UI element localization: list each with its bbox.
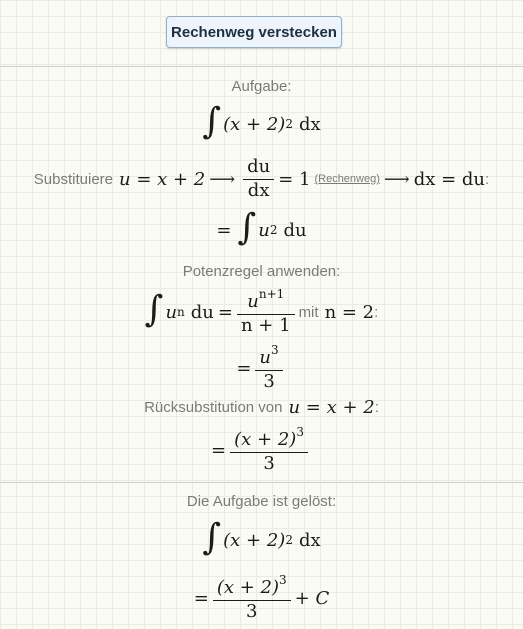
- power-rule-var: u: [165, 301, 178, 323]
- power-result: [0, 344, 523, 392]
- arrow-2: ⟶: [383, 168, 410, 190]
- substitution-line: [0, 156, 523, 202]
- substitution-u-def: u = x + 2: [119, 168, 206, 190]
- back-sub-u-def: u = x + 2: [288, 396, 375, 418]
- solved-plus-c: + C: [294, 587, 330, 609]
- solved-eq: =: [193, 587, 209, 609]
- power-rule-numerator: $u^{n+1}$: [247, 287, 285, 312]
- equals-one: = 1: [278, 168, 311, 190]
- task-integral: [0, 101, 523, 144]
- substituted-du: du: [283, 219, 307, 241]
- integral-sign: ∫: [202, 101, 222, 142]
- back-sub-fraction: [230, 425, 308, 475]
- substituted-exp: 2: [269, 223, 278, 237]
- back-sub-numerator: $(x + 2)^3$: [234, 425, 304, 450]
- solved-numerator: $(x + 2)^3$: [216, 573, 287, 598]
- power-rule-mit: mit: [298, 303, 319, 321]
- back-sub-colon: :: [374, 398, 379, 416]
- task-dx: dx: [298, 113, 321, 135]
- back-sub-title: Rücksubstitution von: [144, 398, 283, 416]
- substituted-var: u: [258, 219, 270, 241]
- substitution-text: Substituiere: [33, 170, 114, 188]
- du-dx-fraction: [243, 156, 274, 202]
- dx-equals-du: dx = du: [413, 168, 486, 190]
- dx-denominator: dx: [247, 179, 270, 201]
- back-sub-eq: =: [211, 439, 227, 461]
- substituted-integral: [0, 207, 523, 250]
- power-rule-colon: :: [374, 303, 379, 321]
- power-rule-title: Potenzregel anwenden:: [182, 262, 341, 280]
- power-rule-n-eq: n = 2: [324, 301, 375, 323]
- back-sub-title-line: [0, 396, 523, 418]
- back-sub-denominator: 3: [263, 452, 275, 474]
- power-result-fraction: [255, 343, 282, 393]
- arrow-1: ⟶: [209, 168, 236, 190]
- solved-denominator: 3: [246, 600, 258, 622]
- power-rule-du: du: [190, 301, 214, 323]
- task-integrand: (x + 2): [223, 113, 286, 135]
- divider-top: [0, 66, 523, 67]
- substitution-colon: :: [485, 170, 490, 188]
- solved-dx: dx: [298, 529, 321, 551]
- solved-exponent: 2: [285, 533, 293, 547]
- power-rule-exp: n: [177, 305, 185, 319]
- solved-result: [0, 572, 523, 624]
- task-exponent: 2: [285, 117, 293, 131]
- power-rule-formula: [0, 286, 523, 338]
- rechenweg-link[interactable]: (Rechenweg): [314, 173, 380, 185]
- power-result-eq: =: [236, 357, 252, 379]
- integral-sign: ∫: [144, 289, 164, 330]
- solved-integral: [0, 517, 523, 560]
- back-sub-result: [0, 424, 523, 476]
- divider-bottom: [0, 482, 523, 483]
- toggle-steps-button[interactable]: Rechenweg verstecken: [166, 16, 342, 48]
- solved-title: Die Aufgabe ist gelöst:: [186, 492, 337, 510]
- integral-sign: ∫: [202, 517, 222, 558]
- equals-sign: =: [216, 219, 232, 241]
- integral-sign: ∫: [237, 207, 257, 248]
- power-result-numerator: $u^3$: [259, 343, 279, 368]
- task-title: Aufgabe:: [231, 77, 292, 95]
- solved-fraction: [213, 573, 291, 623]
- du-numerator: du: [247, 156, 271, 177]
- power-result-denominator: 3: [263, 370, 275, 392]
- solved-integrand: (x + 2): [223, 529, 286, 551]
- power-rule-denominator: n + 1: [240, 314, 291, 336]
- power-rule-fraction: [237, 287, 295, 337]
- power-rule-eq: =: [217, 301, 233, 323]
